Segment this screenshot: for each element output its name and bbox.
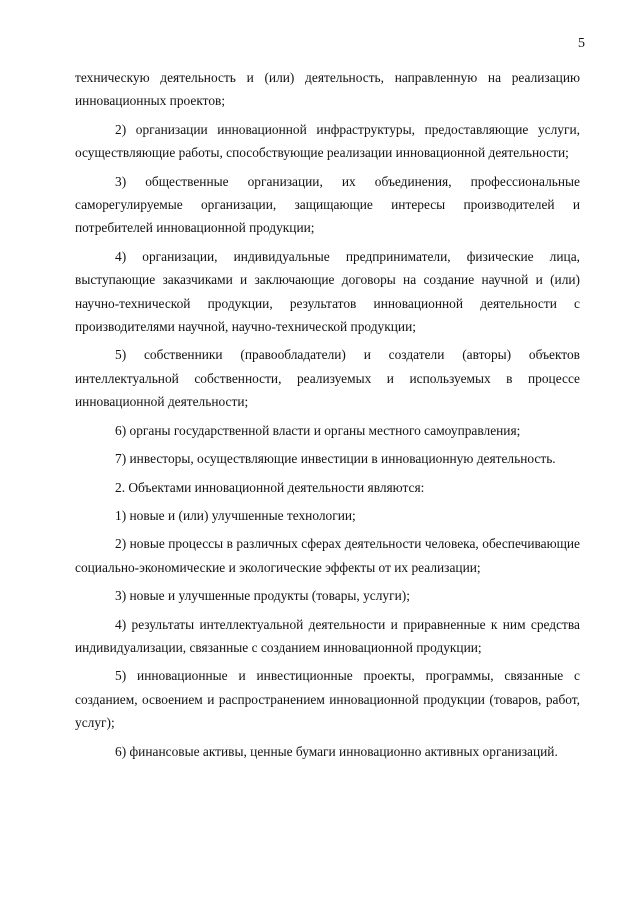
list-item-2-infrastructure: 2) организации инновационной инфраструктуры, предоставляющие услуги, осуществляющие работы, способствующие реализации инновационной деятельности; [75, 121, 580, 161]
list-item-5-owners: 5) собственники (правообладатели) и создатели (авторы) объектов интеллектуальной собственности, реализуемых и используемых в процессе инновационной деятельности; [75, 347, 580, 410]
list-item-3-public-organizations: 3) общественные организации, их объединения, профессиональные саморегулируемые организации, защищающие интересы производителей и потребителей инновационной продукции; [75, 173, 580, 236]
list-item-6-authorities: 6) органы государственной власти и органы местного самоуправления; [115, 422, 521, 438]
list-item-7-investors: 7) инвесторы, осуществляющие инвестиции в инновационную деятельность. [115, 451, 556, 467]
list-item-4-customers: 4) организации, индивидуальные предприниматели, физические лица, выступающие заказчиками и заключающие договоры на создание научной и (или) научно-технической продукции, результатов инновационной деятельности с производителями научной, научно-технической продукции; [75, 248, 580, 335]
object-item-1-technologies: 1) новые и (или) улучшенные технологии; [115, 507, 356, 523]
paragraph-continuation: техническую деятельность и (или) деятельность, направленную на реализацию инновационных проектов; [75, 70, 580, 109]
object-item-4-intellectual-results: 4) результаты интеллектуальной деятельности и приравненные к ним средства индивидуализации, связанные с созданием инновационной продукции; [75, 616, 580, 655]
section-2-heading: 2. Объектами инновационной деятельности являются: [115, 479, 425, 495]
object-item-6-financial-assets: 6) финансовые активы, ценные бумаги инновационно активных организаций. [115, 743, 558, 759]
page-number: 5 [578, 36, 585, 51]
document-body [75, 66, 580, 763]
object-item-2-processes: 2) новые процессы в различных сферах деятельности человека, обеспечивающие социально-экономические и экологические эффекты от их реализации; [75, 536, 580, 575]
object-item-3-products: 3) новые и улучшенные продукты (товары, услуги); [115, 588, 410, 604]
object-item-5-projects: 5) инновационные и инвестиционные проекты, программы, связанные с созданием, освоением и распространением инновационной продукции (товаров, работ, услуг); [75, 668, 580, 731]
